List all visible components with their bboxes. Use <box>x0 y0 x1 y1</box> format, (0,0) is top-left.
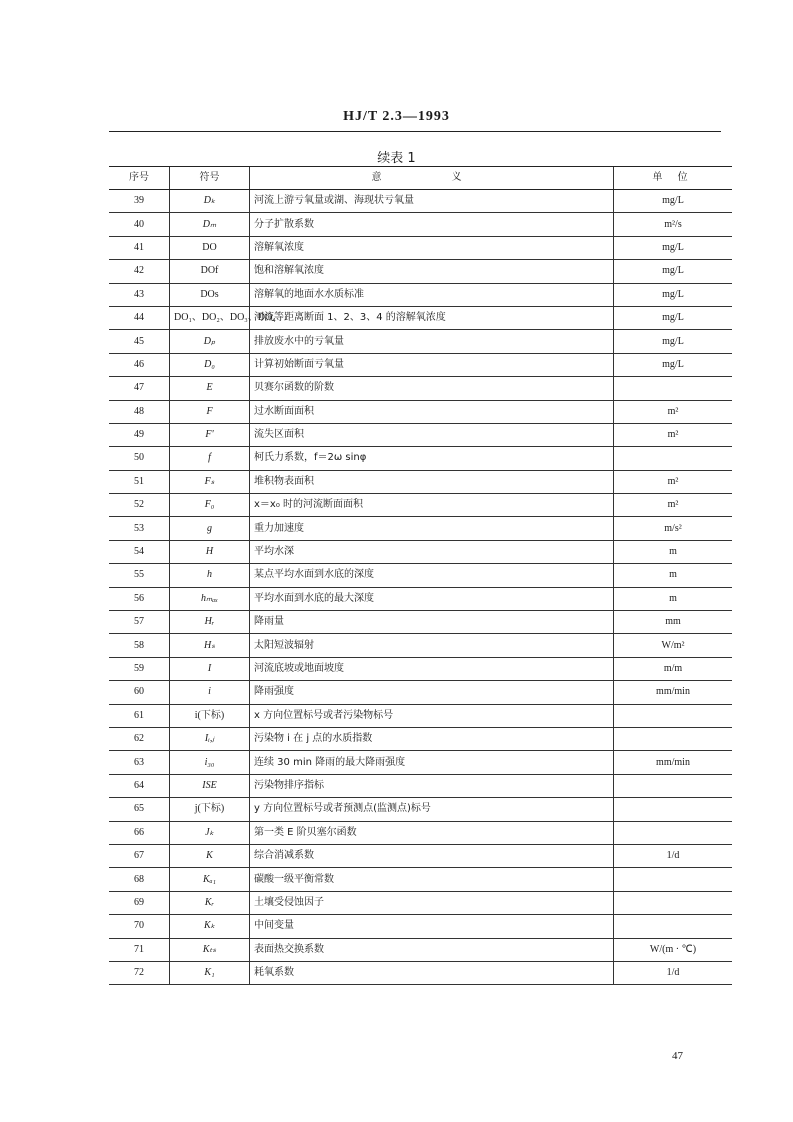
row-unit <box>614 798 733 821</box>
row-unit: mg/L <box>614 283 733 306</box>
row-meaning: 平均水深 <box>250 540 614 563</box>
table-row <box>109 353 732 376</box>
table-row <box>109 447 732 470</box>
row-number: 71 <box>109 938 170 961</box>
row-unit <box>614 915 733 938</box>
row-unit: W/m² <box>614 634 733 657</box>
row-unit <box>614 447 733 470</box>
row-meaning: 中间变量 <box>250 915 614 938</box>
row-unit: m <box>614 564 733 587</box>
row-symbol: F₀ <box>170 494 250 517</box>
row-meaning: 过水断面面积 <box>250 400 614 423</box>
table-row <box>109 727 732 750</box>
table-row <box>109 306 732 329</box>
row-meaning: 土壤受侵蚀因子 <box>250 891 614 914</box>
row-number: 46 <box>109 353 170 376</box>
row-symbol: DOs <box>170 283 250 306</box>
table-body <box>109 190 732 985</box>
row-symbol: ISE <box>170 774 250 797</box>
row-number: 65 <box>109 798 170 821</box>
table-header-row <box>109 167 732 190</box>
table-row <box>109 634 732 657</box>
table-row <box>109 938 732 961</box>
row-unit: m/s² <box>614 517 733 540</box>
row-number: 70 <box>109 915 170 938</box>
table-row <box>109 330 732 353</box>
row-unit: mg/L <box>614 306 733 329</box>
table-row <box>109 190 732 213</box>
row-number: 55 <box>109 564 170 587</box>
table-row <box>109 236 732 259</box>
row-symbol: F' <box>170 423 250 446</box>
row-symbol: DOf <box>170 260 250 283</box>
table-row <box>109 377 732 400</box>
row-meaning: 碳酸一级平衡常数 <box>250 868 614 891</box>
table-row <box>109 798 732 821</box>
row-number: 58 <box>109 634 170 657</box>
row-number: 64 <box>109 774 170 797</box>
table-row <box>109 283 732 306</box>
table-row <box>109 587 732 610</box>
row-meaning: 柯氏力系数，f＝2ω sinφ <box>250 447 614 470</box>
row-meaning: 贝赛尔函数的阶数 <box>250 377 614 400</box>
table-row <box>109 961 732 984</box>
row-meaning: x 方向位置标号或者污染物标号 <box>250 704 614 727</box>
table-row <box>109 681 732 704</box>
row-symbol: i(下标) <box>170 704 250 727</box>
row-symbol: Hₛ <box>170 634 250 657</box>
row-number: 48 <box>109 400 170 423</box>
row-symbol: Dₖ <box>170 190 250 213</box>
row-meaning: 太阳短波辐射 <box>250 634 614 657</box>
column-header-symbol: 符号 <box>170 167 250 190</box>
row-meaning: 污染物排序指标 <box>250 774 614 797</box>
table-row <box>109 400 732 423</box>
row-meaning: 流失区面积 <box>250 423 614 446</box>
row-number: 69 <box>109 891 170 914</box>
row-meaning: 平均水面到水底的最大深度 <box>250 587 614 610</box>
row-meaning: 河流底坡或地面坡度 <box>250 657 614 680</box>
row-unit: m² <box>614 400 733 423</box>
row-unit: m² <box>614 470 733 493</box>
row-meaning: 降雨量 <box>250 611 614 634</box>
row-number: 53 <box>109 517 170 540</box>
row-number: 56 <box>109 587 170 610</box>
row-unit: m <box>614 540 733 563</box>
row-meaning: 河流等距离断面 1、2、3、4 的溶解氧浓度 <box>250 306 614 329</box>
row-meaning: 排放废水中的亏氧量 <box>250 330 614 353</box>
table-row <box>109 540 732 563</box>
row-unit: mg/L <box>614 353 733 376</box>
row-symbol: Kₐ₁ <box>170 868 250 891</box>
row-symbol: Kᵣ <box>170 891 250 914</box>
table-row <box>109 564 732 587</box>
row-number: 57 <box>109 611 170 634</box>
row-symbol: hₘₐₓ <box>170 587 250 610</box>
row-symbol: h <box>170 564 250 587</box>
page-number: 47 <box>672 1050 683 1062</box>
row-symbol: Dₚ <box>170 330 250 353</box>
row-number: 47 <box>109 377 170 400</box>
column-header-number: 序号 <box>109 167 170 190</box>
row-unit: m/m <box>614 657 733 680</box>
row-symbol: K₁ <box>170 961 250 984</box>
row-symbol: Iᵢ,ⱼ <box>170 727 250 750</box>
row-meaning: 溶解氧浓度 <box>250 236 614 259</box>
row-number: 41 <box>109 236 170 259</box>
row-unit <box>614 727 733 750</box>
row-symbol: D₀ <box>170 353 250 376</box>
table-row <box>109 821 732 844</box>
row-symbol: Hᵣ <box>170 611 250 634</box>
row-unit <box>614 868 733 891</box>
row-unit <box>614 774 733 797</box>
row-meaning: x＝x₀ 时的河流断面面积 <box>250 494 614 517</box>
row-unit <box>614 704 733 727</box>
row-symbol: Kₜₛ <box>170 938 250 961</box>
row-symbol: K <box>170 844 250 867</box>
row-symbol: i₃₀ <box>170 751 250 774</box>
table-row <box>109 868 732 891</box>
row-unit: mg/L <box>614 236 733 259</box>
row-unit: mm/min <box>614 751 733 774</box>
table-row <box>109 844 732 867</box>
table-row <box>109 423 732 446</box>
row-unit: mg/L <box>614 330 733 353</box>
row-number: 72 <box>109 961 170 984</box>
row-number: 43 <box>109 283 170 306</box>
row-symbol: DO <box>170 236 250 259</box>
table-row <box>109 891 732 914</box>
table-row <box>109 751 732 774</box>
table-row <box>109 470 732 493</box>
header-rule <box>109 131 721 132</box>
table-row <box>109 704 732 727</box>
table-row <box>109 517 732 540</box>
row-number: 59 <box>109 657 170 680</box>
row-meaning: 某点平均水面到水底的深度 <box>250 564 614 587</box>
row-meaning: 河流上游亏氧量或湖、海现状亏氧量 <box>250 190 614 213</box>
row-meaning: 耗氧系数 <box>250 961 614 984</box>
table-caption: 续表 1 <box>377 151 416 166</box>
row-number: 44 <box>109 306 170 329</box>
row-number: 40 <box>109 213 170 236</box>
row-symbol: DO₁、DO₂、DO₃、DO₄ <box>170 306 250 329</box>
row-number: 62 <box>109 727 170 750</box>
row-number: 39 <box>109 190 170 213</box>
row-unit: m <box>614 587 733 610</box>
row-unit: 1/d <box>614 844 733 867</box>
table-row <box>109 774 732 797</box>
row-unit: mm <box>614 611 733 634</box>
row-number: 54 <box>109 540 170 563</box>
symbol-table <box>109 166 732 985</box>
row-unit: mg/L <box>614 190 733 213</box>
row-symbol: I <box>170 657 250 680</box>
row-number: 68 <box>109 868 170 891</box>
row-symbol: i <box>170 681 250 704</box>
row-unit: mg/L <box>614 260 733 283</box>
row-meaning: y 方向位置标号或者预测点(监测点)标号 <box>250 798 614 821</box>
row-meaning: 污染物 i 在 j 点的水质指数 <box>250 727 614 750</box>
row-meaning: 连续 30 min 降雨的最大降雨强度 <box>250 751 614 774</box>
row-symbol: H <box>170 540 250 563</box>
row-unit: m² <box>614 494 733 517</box>
row-number: 60 <box>109 681 170 704</box>
row-meaning: 饱和溶解氧浓度 <box>250 260 614 283</box>
row-number: 45 <box>109 330 170 353</box>
row-symbol: Jₖ <box>170 821 250 844</box>
row-number: 51 <box>109 470 170 493</box>
row-meaning: 降雨强度 <box>250 681 614 704</box>
row-number: 52 <box>109 494 170 517</box>
row-unit: m²/s <box>614 213 733 236</box>
table-row <box>109 213 732 236</box>
row-number: 50 <box>109 447 170 470</box>
row-meaning: 分子扩散系数 <box>250 213 614 236</box>
row-number: 61 <box>109 704 170 727</box>
table-row <box>109 915 732 938</box>
row-meaning: 综合消减系数 <box>250 844 614 867</box>
row-unit: mm/min <box>614 681 733 704</box>
table-row <box>109 611 732 634</box>
standard-code: HJ/T 2.3—1993 <box>343 109 450 124</box>
row-symbol: F <box>170 400 250 423</box>
row-number: 63 <box>109 751 170 774</box>
row-meaning: 堆积物表面积 <box>250 470 614 493</box>
row-unit <box>614 377 733 400</box>
row-meaning: 表面热交换系数 <box>250 938 614 961</box>
column-header-meaning: 意 义 <box>250 167 614 190</box>
row-unit: 1/d <box>614 961 733 984</box>
row-unit <box>614 891 733 914</box>
row-unit <box>614 821 733 844</box>
row-number: 66 <box>109 821 170 844</box>
row-symbol: f <box>170 447 250 470</box>
row-symbol: Kₖ <box>170 915 250 938</box>
row-number: 49 <box>109 423 170 446</box>
row-unit: W/(m · ℃) <box>614 938 733 961</box>
row-meaning: 溶解氧的地面水水质标准 <box>250 283 614 306</box>
row-number: 67 <box>109 844 170 867</box>
row-number: 42 <box>109 260 170 283</box>
row-meaning: 计算初始断面亏氧量 <box>250 353 614 376</box>
row-symbol: j(下标) <box>170 798 250 821</box>
row-symbol: E <box>170 377 250 400</box>
row-symbol: Dₘ <box>170 213 250 236</box>
row-symbol: g <box>170 517 250 540</box>
row-meaning: 第一类 E 阶贝塞尔函数 <box>250 821 614 844</box>
row-symbol: Fₛ <box>170 470 250 493</box>
table-row <box>109 260 732 283</box>
table-row <box>109 657 732 680</box>
row-unit: m² <box>614 423 733 446</box>
table-row <box>109 494 732 517</box>
row-meaning: 重力加速度 <box>250 517 614 540</box>
column-header-unit: 单 位 <box>614 167 733 190</box>
